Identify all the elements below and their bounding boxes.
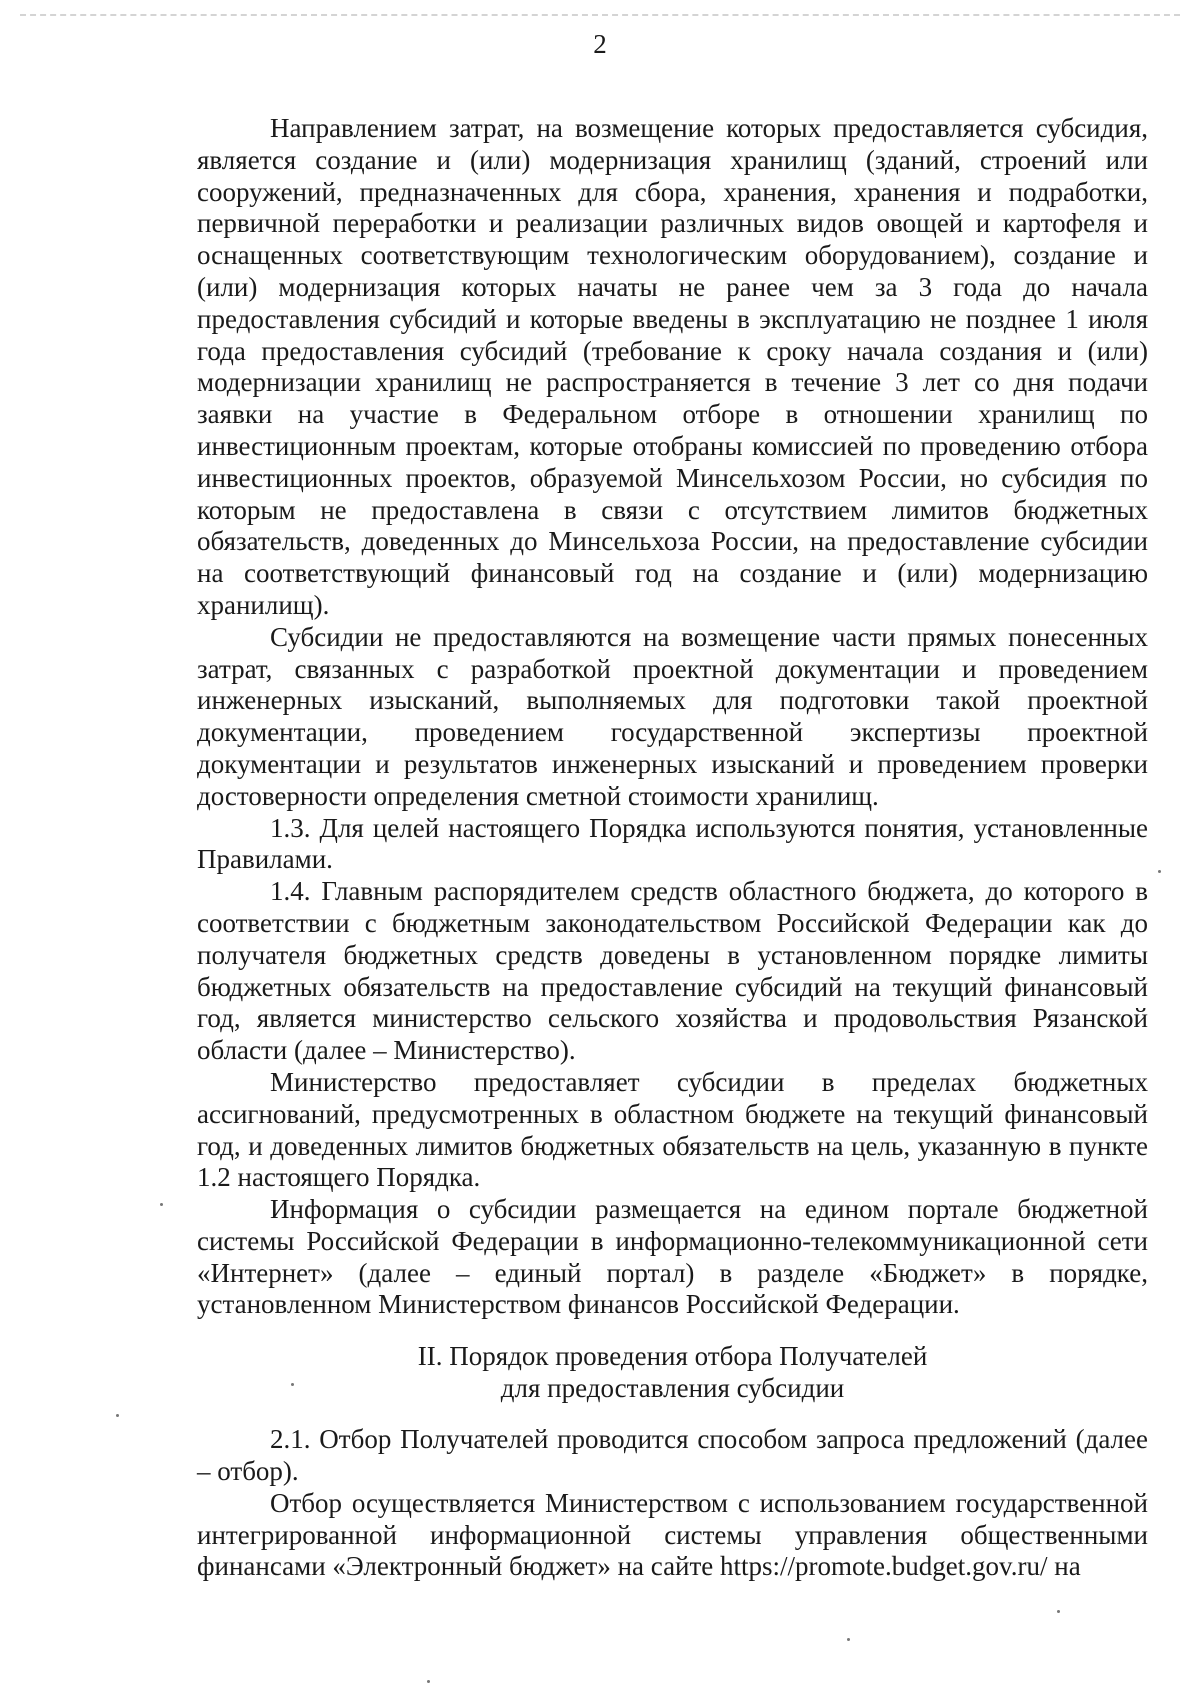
paragraph-selection-system: Отбор осуществляется Министерством с использованием государственной интегрированной информационной системы управления общественными финансами «Электронный бюджет» на сайте https://promote.budget.gov.ru/ на bbox=[197, 1487, 1148, 1582]
section-heading-line-2: для предоставления субсидии bbox=[500, 1373, 845, 1404]
section-heading-line-1: II. Порядок проведения отбора Получателей bbox=[417, 1341, 928, 1372]
paragraph-exclusions: Субсидии не предоставляются на возмещение части прямых понесенных затрат, связанных с разработкой проектной документации и проведением инженерных изысканий, выполняемых для подготовки такой проектной документации, проведением государственной экспертизы проектной документации и результатов инженерных изысканий и проведением проверки достоверности определения сметной стоимости хранилищ. bbox=[197, 621, 1148, 811]
paragraph-cost-direction: Направлением затрат, на возмещение которых предоставляется субсидия, является создание и (или) модернизация хранилищ (зданий, строений или сооружений, предназначенных для сбора, хранения, хранения и подработки, первичной переработки и реализации различных видов овощей и картофеля и оснащенных соответствующим технологическим оборудованием), создание и (или) модернизация которых начаты не ранее чем за 3 года до начала предоставления субсидий и которые введены в эксплуатацию не позднее 1 июля года предоставления субсидий (требование к сроку начала создания и (или) модернизации хранилищ не распространяется в течение 3 лет со дня подачи заявки на участие в Федеральном отборе в отношении хранилищ по инвестиционным проектам, которые отобраны комиссией по проведению отбора инвестиционных проектов, образуемой Минсельхозом России, но субсидия по которым не предоставлена в связи с отсутствием лимитов бюджетных обязательств, доведенных до Минсельхоза России, на предоставление субсидии на соответствующий финансовый год на создание и (или) модернизацию хранилищ). bbox=[197, 113, 1148, 620]
paragraph-1-3: 1.3. Для целей настоящего Порядка используются понятия, установленные Правилами. bbox=[197, 812, 1148, 875]
scan-speck bbox=[1057, 1610, 1060, 1613]
scan-top-edge bbox=[20, 14, 1180, 19]
paragraph-ministry-limits: Министерство предоставляет субсидии в пределах бюджетных ассигнований, предусмотренных в областном бюджете на текущий финансовый год, и доведенных лимитов бюджетных обязательств на цель, указанную в пункте 1.2 настоящего Порядка. bbox=[197, 1066, 1148, 1193]
scan-speck bbox=[1158, 870, 1161, 873]
paragraph-2-1: 2.1. Отбор Получателей проводится способом запроса предложений (далее – отбор). bbox=[197, 1424, 1148, 1487]
document-body bbox=[197, 113, 1148, 1583]
scan-speck bbox=[847, 1638, 850, 1641]
scan-speck bbox=[427, 1680, 430, 1683]
paragraph-1-4: 1.4. Главным распорядителем средств областного бюджета, до которого в соответствии с бюджетным законодательством Российской Федерации как до получателя бюджетных средств доведены в установленном порядке лимиты бюджетных обязательств на предоставление субсидий на текущий финансовый год, является министерство сельского хозяйства и продовольствия Рязанской области (далее – Министерство). bbox=[197, 876, 1148, 1066]
paragraph-portal-info: Информация о субсидии размещается на едином портале бюджетной системы Российской Федерации в информационно-телекоммуникационной сети «Интернет» (далее – единый портал) в разделе «Бюджет» в порядке, установленном Министерством финансов Российской Федерации. bbox=[197, 1194, 1148, 1320]
page-number: 2 bbox=[593, 29, 607, 59]
section-heading bbox=[197, 1340, 1148, 1404]
scan-speck bbox=[116, 1414, 119, 1417]
scan-speck bbox=[291, 1383, 294, 1386]
scan-speck bbox=[160, 1203, 163, 1206]
